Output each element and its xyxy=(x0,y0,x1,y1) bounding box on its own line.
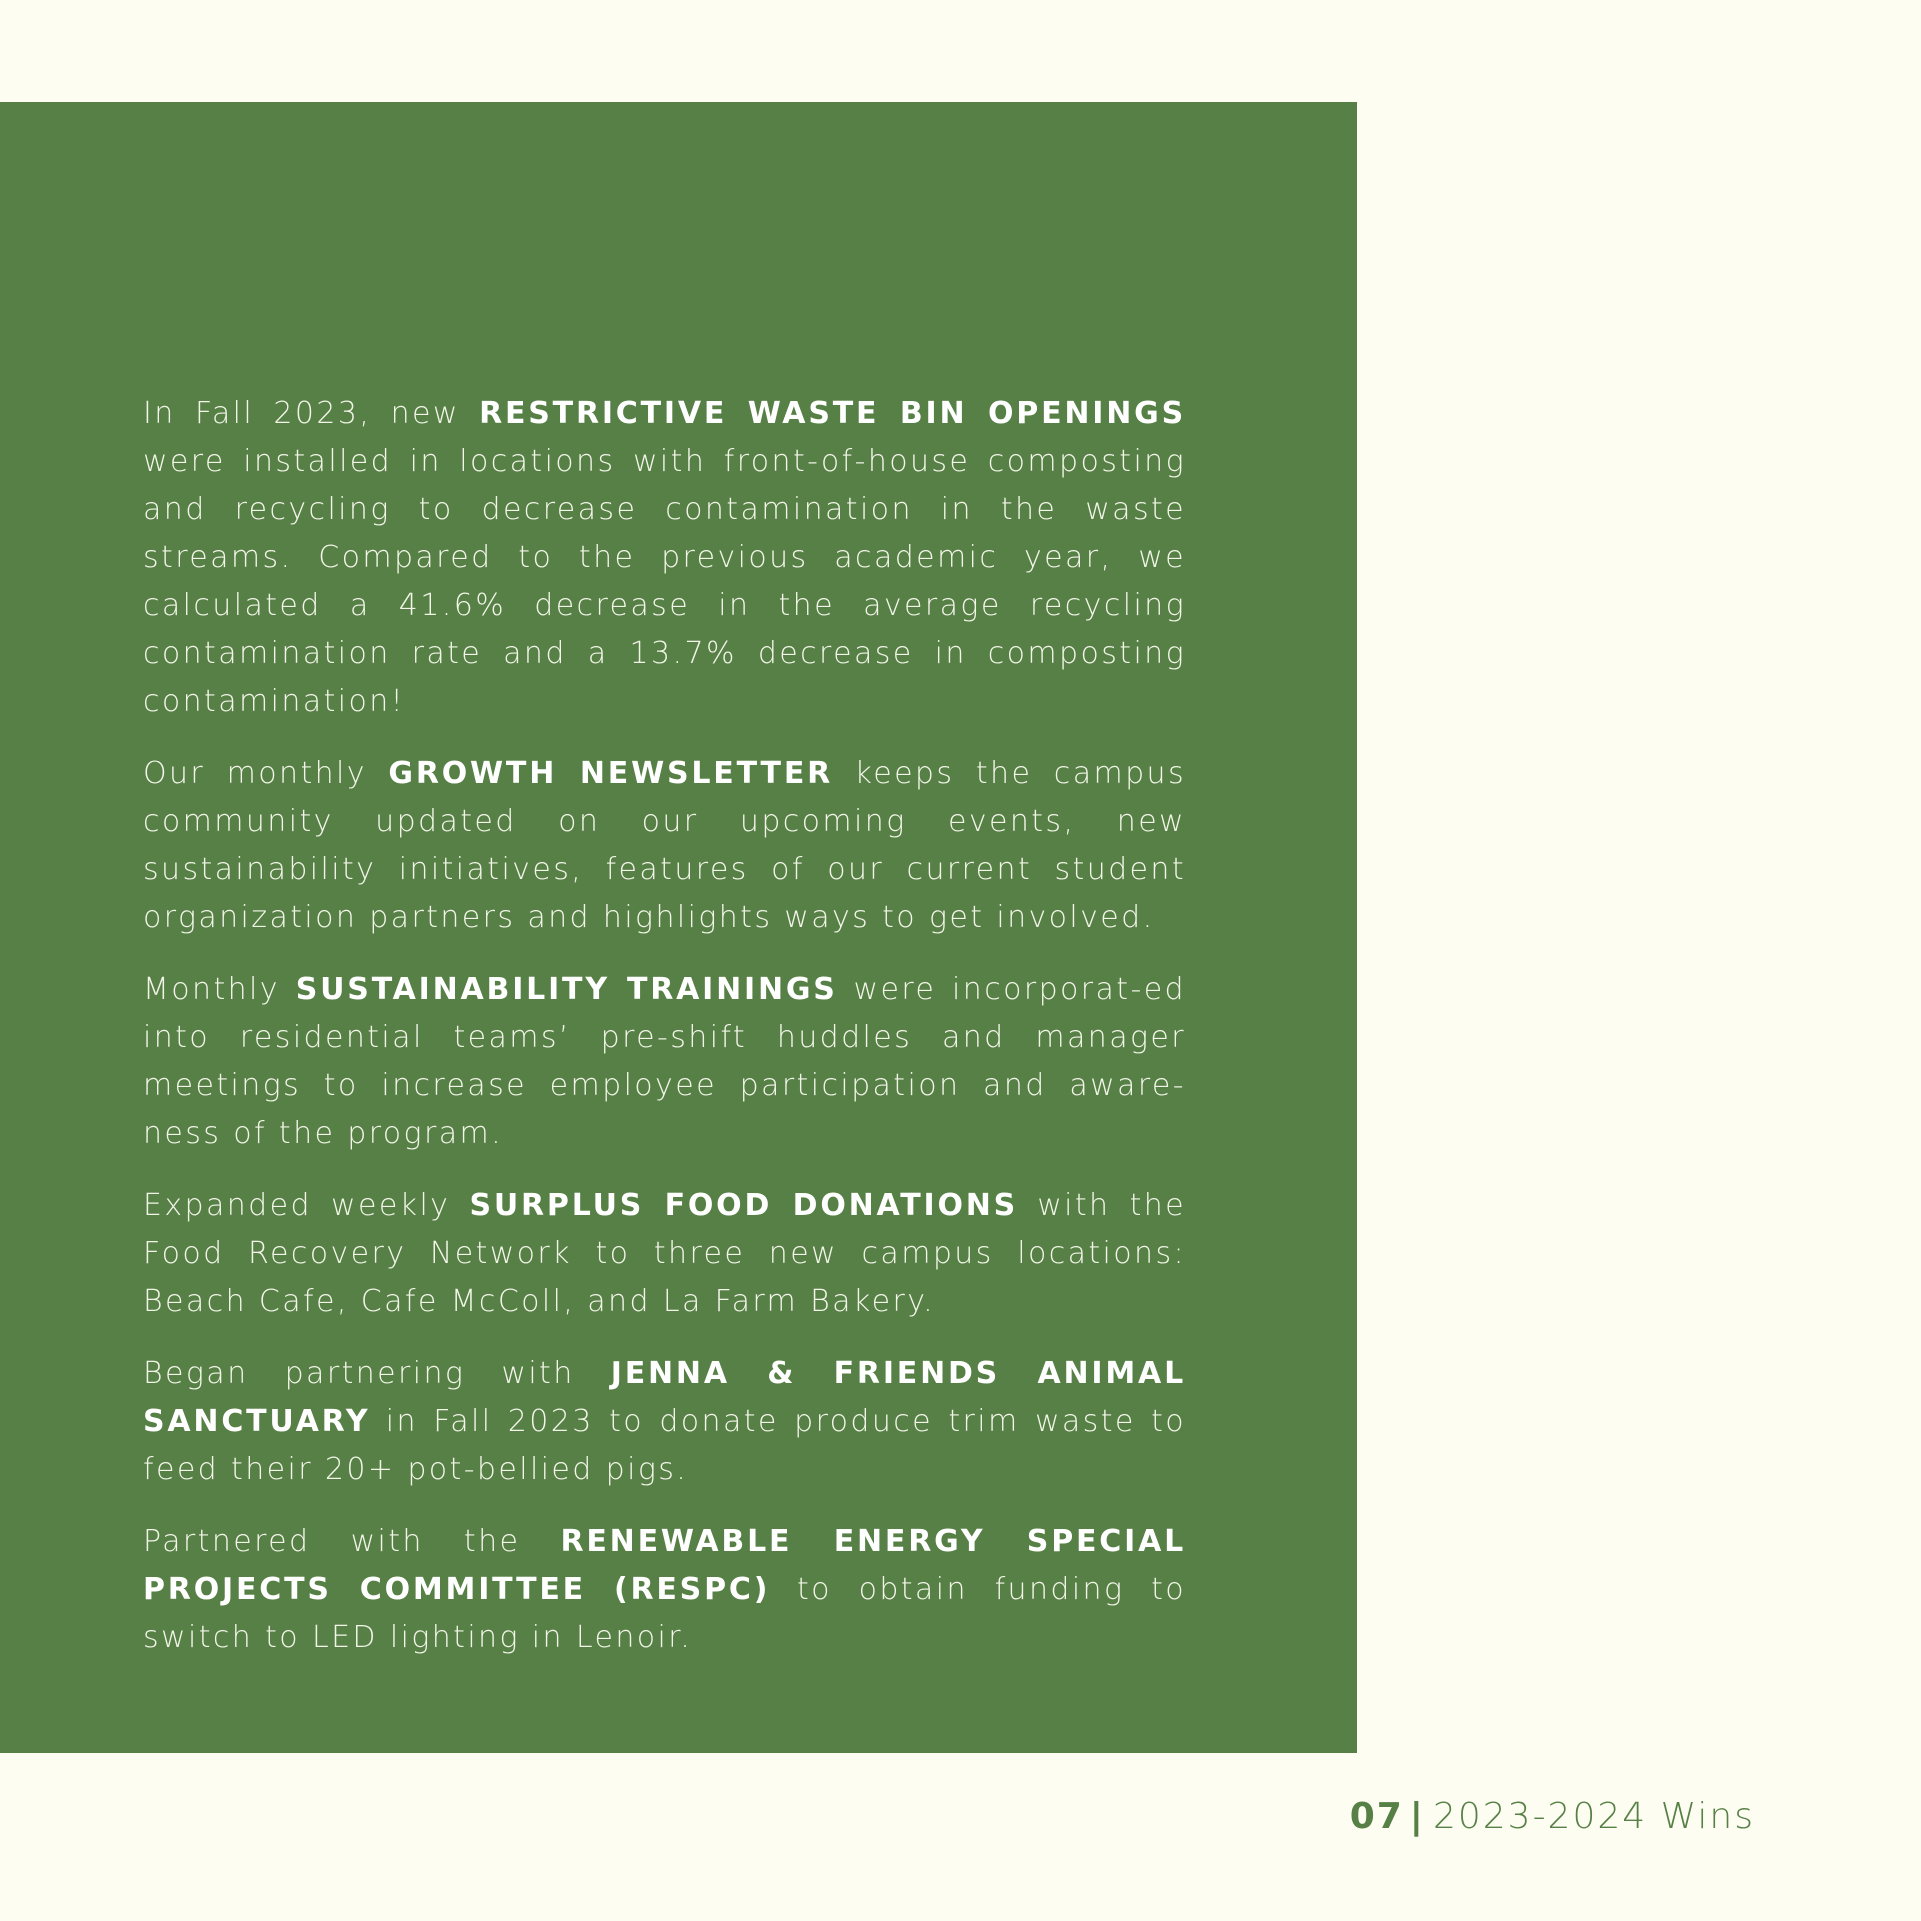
paragraph-text: were installed in locations with front-of-house composting and recycling to decrease contamination in the waste streams. Compared to the previous academic year, we calculated a 41.6% decrease in the average recycling contamination rate and a 13.7% decrease in composting contamination! xyxy=(143,444,1186,719)
highlight-jenna-friends-animal-sanctuary: JENNA & FRIENDS ANIMAL SANCTUARY xyxy=(143,1356,1186,1439)
paragraph-text: Began partnering with xyxy=(143,1356,611,1391)
paragraph-text: with the Food Recovery Network to three new campus locations: Beach Cafe, Cafe McColl, and La Farm Bakery. xyxy=(143,1188,1187,1319)
paragraph-respc xyxy=(143,1518,1186,1662)
paragraph-text: in Fall 2023 to donate produce trim waste to feed their 20+ pot-bellied pigs. xyxy=(143,1404,1186,1487)
highlight-sustainability-trainings: SUSTAINABILITY TRAININGS xyxy=(295,972,838,1007)
highlight-growth-newsletter: GROWTH NEWSLETTER xyxy=(388,756,834,791)
paragraph-text: In Fall 2023, new xyxy=(143,396,480,431)
wins-text-block xyxy=(143,390,1186,1686)
paragraph-growth-newsletter xyxy=(143,750,1186,942)
paragraph-sustainability-trainings xyxy=(143,966,1186,1158)
green-content-panel xyxy=(0,102,1357,1753)
page-number: 07 xyxy=(1349,1796,1404,1837)
paragraph-text: Expanded weekly xyxy=(143,1188,470,1223)
page-footer xyxy=(1350,1796,1755,1837)
highlight-respc: RENEWABLE ENERGY SPECIAL PROJECTS COMMITTEE (RESPC) xyxy=(143,1524,1187,1607)
paragraph-text: Partnered with the xyxy=(143,1524,561,1559)
paragraph-text: to obtain funding to switch to LED lighting in Lenoir. xyxy=(143,1572,1187,1655)
highlight-surplus-food-donations: SURPLUS FOOD DONATIONS xyxy=(469,1188,1019,1223)
paragraph-animal-sanctuary xyxy=(143,1350,1186,1494)
paragraph-waste-bins xyxy=(143,390,1186,726)
footer-separator: | xyxy=(1409,1796,1425,1837)
paragraph-surplus-food-donations xyxy=(143,1182,1186,1326)
paragraph-text: Our monthly xyxy=(143,756,389,791)
paragraph-text: were incorporat-ed into residential teams’ pre-shift huddles and manager meetings to increase employee participation and aware-ness of the program. xyxy=(143,972,1186,1151)
paragraph-text: keeps the campus community updated on our upcoming events, new sustainability initiatives, features of our current student organization partners and highlights ways to get involved. xyxy=(143,756,1186,935)
paragraph-text: Monthly xyxy=(143,972,296,1007)
section-title: 2023-2024 Wins xyxy=(1432,1796,1755,1837)
highlight-restrictive-waste-bin-openings: RESTRICTIVE WASTE BIN OPENINGS xyxy=(479,396,1187,431)
